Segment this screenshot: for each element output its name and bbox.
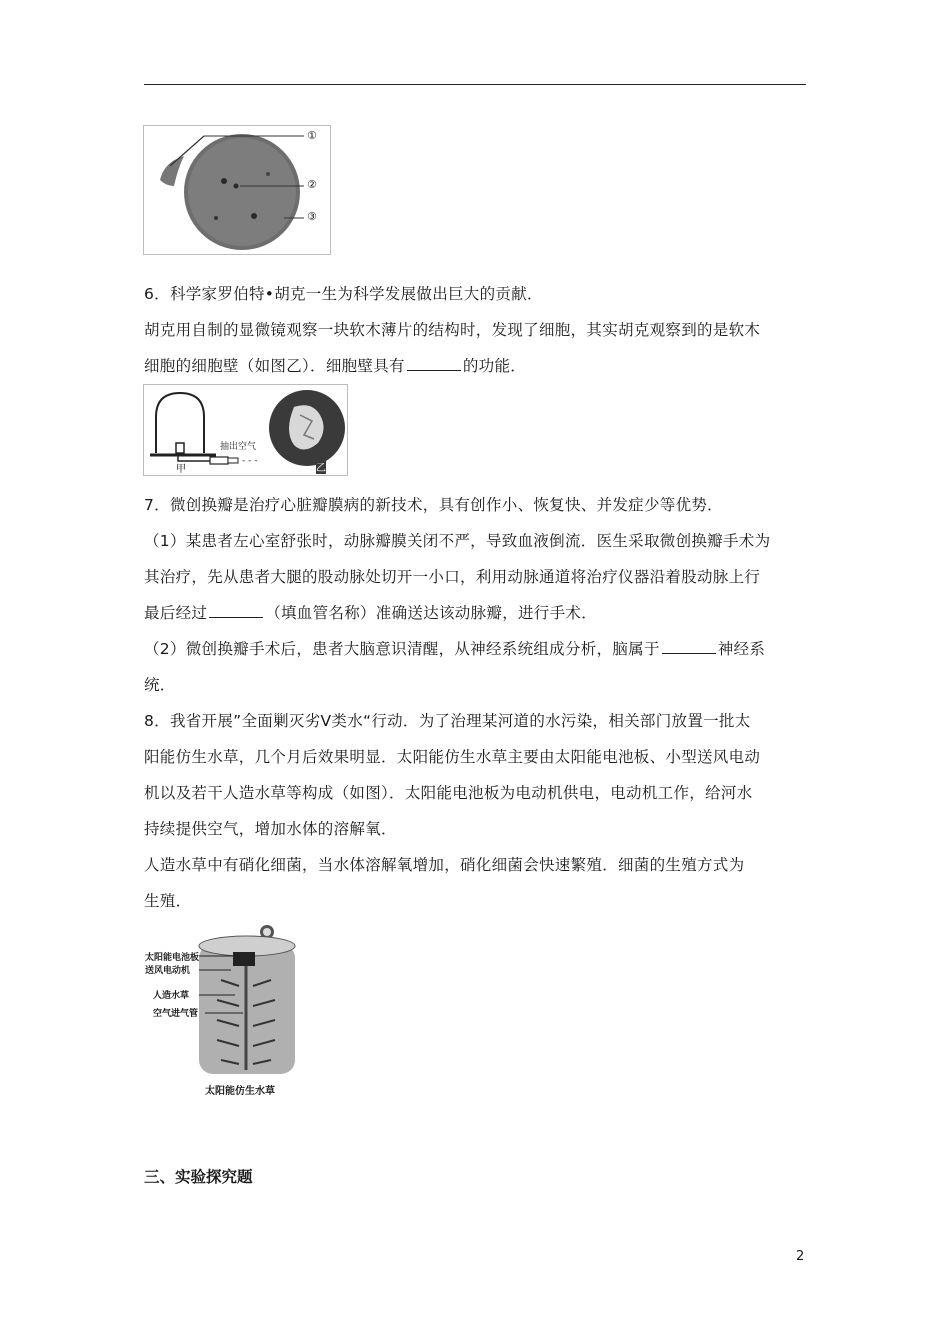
q7-line6: 统．	[144, 676, 176, 694]
q7-line4-pre: 最后经过	[144, 604, 208, 622]
q7-blank-nervous[interactable]	[662, 639, 716, 654]
q8-line6: 生殖．	[144, 892, 192, 910]
q8-line1: 8．我省开展”全面剿灭劣Ⅴ类水“行动．为了治理某河道的水污染，相关部门放置一批太	[144, 712, 751, 730]
q7-line4-post: （填血管名称）准确送达该动脉瓣，进行手术．	[265, 604, 598, 622]
cell-label-3: ③	[307, 210, 317, 223]
q8-line4: 持续提供空气，增加水体的溶解氧．	[144, 820, 397, 838]
page-number: 2	[796, 1249, 805, 1264]
grass-label-panel: 太阳能电池板	[145, 953, 200, 963]
q7-line5-post: 神经系	[717, 640, 766, 658]
cell-label-2: ②	[307, 178, 317, 191]
q8-line2: 阳能仿生水草，几个月后效果明显．太阳能仿生水草主要由太阳能电池板、小型送风电动	[144, 748, 761, 766]
section-title: 三、实验探究题	[144, 1168, 253, 1186]
grass-caption: 太阳能仿生水草	[205, 1086, 275, 1097]
q6-line3	[144, 356, 526, 376]
q6-line3-post: 的功能．	[462, 357, 527, 375]
cell-label-1: ①	[307, 129, 317, 142]
q7-line5-pre: （2）微创换瓣手术后，患者大脑意识清醒，从神经系统组成分析，脑属于	[144, 640, 660, 658]
pump-label: 抽出空气	[220, 442, 257, 452]
grass-label-weed: 人造水草	[153, 991, 190, 1001]
hooke-figure	[143, 384, 348, 476]
q7-blank-vessel[interactable]	[209, 603, 263, 618]
q8-line3: 机以及若干人造水草等构成（如图）．太阳能电池板为电动机供电，电动机工作，给河水	[144, 784, 753, 802]
header-rule	[144, 84, 806, 85]
svg-text:- - -: - - -	[242, 456, 258, 466]
q6-line2: 胡克用自制的显微镜观察一块软木薄片的结构时，发现了细胞，其实胡克观察到的是软木	[144, 321, 761, 339]
grass-label-pipe: 空气进气管	[153, 1009, 199, 1019]
q6-answer-blank[interactable]	[407, 356, 461, 371]
caption-jia: 甲	[176, 464, 186, 475]
q6-line1: 6．科学家罗伯特•胡克一生为科学发展做出巨大的贡献．	[144, 285, 543, 303]
q7-line3: 其治疗，先从患者大腿的股动脉处切开一小口，利用动脉通道将治疗仪器沿着股动脉上行	[144, 568, 761, 586]
caption-yi: 乙	[316, 459, 326, 474]
q7-line1: 7．微创换瓣是治疗心脏瓣膜病的新技术，具有创作小、恢复快、并发症少等优势．	[144, 496, 723, 514]
cell-figure	[143, 125, 331, 255]
q7-line4	[144, 603, 597, 623]
q6-line3-pre: 细胞的细胞壁（如图乙）．细胞壁具有	[144, 357, 405, 375]
grass-label-motor: 送风电动机	[145, 966, 191, 976]
solar-grass-figure	[143, 922, 298, 1100]
q7-line2: （1）某患者左心室舒张时，动脉瓣膜关闭不严，导致血液倒流．医生采取微创换瓣手术为	[144, 532, 771, 550]
q7-line5	[144, 639, 765, 659]
q8-line5: 人造水草中有硝化细菌，当水体溶解氧增加，硝化细菌会快速繁殖．细菌的生殖方式为	[144, 856, 745, 874]
